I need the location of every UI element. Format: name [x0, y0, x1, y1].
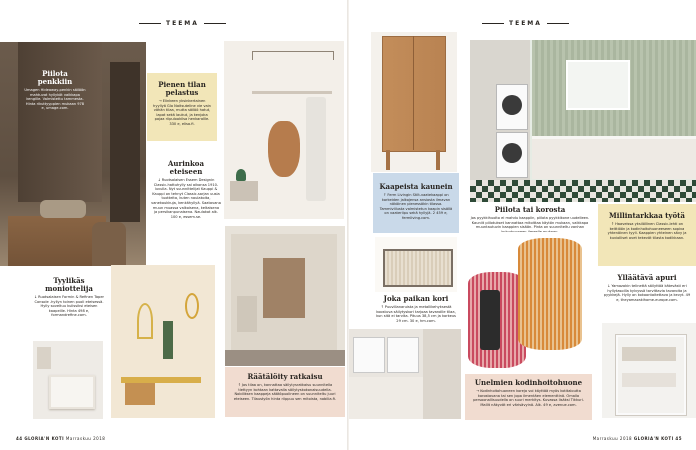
photo-towels — [622, 373, 676, 387]
photo-counter-cabinets — [532, 136, 696, 179]
caption-nobilia — [225, 367, 345, 417]
caption-cabinet — [373, 173, 459, 233]
folio-left — [16, 436, 105, 441]
caption-cabinet-title: Kaapeista kaunein — [379, 182, 453, 191]
photo-blanket — [40, 200, 86, 218]
caption-bench — [24, 70, 86, 111]
caption-bench-text: Umagen Hideaway-penkin säilöön mahtuvat hyllyköt vaikkapa kengille. Valmistettu tammesta. Hinta rikuttyyppien mukaan 978 e, umage.com. — [24, 88, 86, 111]
caption-yamazaki — [602, 274, 692, 302]
caption-console-title: Tyylikäs moniottelija — [45, 276, 93, 293]
photo-wardrobe-interior — [263, 258, 305, 318]
caption-basket — [375, 295, 457, 323]
caption-yamazaki-title: Ylläätävä apuri — [617, 273, 677, 282]
photo-ring-hook — [185, 293, 199, 319]
photo-leather-bag — [268, 121, 300, 177]
photo-stool-band — [480, 290, 500, 350]
photo-white-coat — [306, 97, 326, 201]
photo-washer — [496, 132, 528, 178]
photo-cabinet-leg — [436, 150, 440, 170]
section-label-right: TEEMA — [509, 20, 542, 27]
photo-dryer-door — [502, 95, 522, 115]
photo-washer-2 — [387, 337, 419, 373]
folio-right-mag: GLORIA'N KOTI — [633, 436, 674, 441]
folio-left-mag: GLORIA'N KOTI — [24, 436, 65, 441]
photo-plant — [236, 169, 246, 181]
caption-nobilia-text: ↑ Jos tilaa on, kannattaa säilytysratkaisu suunnitella tiettyyn kohtaan kattavalla säilytyskokonaisuudella. Nobiliksen kaappeja säätöpuolineen on suunniteltu juuri eteiseen. Tilaustyön hinta riippuu sen mitoista, nobilia.fi. — [233, 383, 337, 401]
photo-rope-basket — [375, 237, 457, 292]
folio-right-number: 45 — [675, 436, 682, 441]
photo-cabinet-body — [382, 36, 446, 152]
photo-dryer-2 — [353, 337, 385, 373]
photo-console — [49, 375, 95, 409]
photo-basket — [125, 383, 155, 405]
section-label-left: TEEMA — [166, 20, 199, 27]
caption-bench-title: Piilota penkkiin — [37, 69, 73, 86]
caption-basket-title: Joka paikan kori — [383, 294, 449, 303]
photo-mirror — [137, 303, 153, 339]
caption-essem — [151, 160, 221, 219]
caption-cabinet-text: ↑ Ferm Livingin Stilt-vaatekaappi on korkeiden jalkojensa ansiosta ilmavan näköinen pienessäkin tilassa. Tammiviilusta valmistetun kaapin sisällä on vaateriipu sekä hyllyjä. 2 459 e, fermliving.com. — [379, 193, 453, 220]
photo-base-cabinets — [349, 377, 423, 419]
photo-washer-door — [502, 143, 522, 163]
folio-left-issue: Marraskuu 2018 — [65, 436, 106, 441]
photo-laundry-room — [470, 40, 696, 202]
caption-classic — [598, 204, 696, 266]
photo-console-shelf — [33, 341, 103, 419]
photo-white-kitchen — [349, 329, 461, 419]
photo-wall-rack — [224, 41, 344, 219]
caption-dream-laundry-text: → Kodinhoitohuoneen koreja voi käyttää myös kotitaloutta korostavana tai sen jopa ilmentäen elementtinä. Omalla persoonallisuudella on suuri merkitys. Kuvassa lisäksi Tikkuri. Mallit näkyvät eri värisävyinä. Alk. 49 e, avenue.com. — [473, 389, 584, 407]
photo-books — [230, 181, 258, 201]
photo-checker-floor — [470, 180, 696, 202]
caption-essem-title: Aurinkoa eteiseen — [167, 159, 204, 176]
photo-wardrobe-system — [225, 226, 345, 366]
photo-tall-cabinet-2 — [423, 329, 461, 419]
photo-orange-stool — [518, 238, 582, 350]
folio-right — [593, 436, 682, 441]
photo-towels — [622, 347, 676, 361]
photo-bag — [92, 222, 126, 266]
photo-rack-frame — [252, 51, 334, 60]
caption-classic-title: Millintarkkaa työtä — [609, 211, 685, 220]
photo-stilt-cabinet — [371, 32, 457, 172]
caption-essem-text: ↓ Ruotsalaisen Essem Designin Classic-hattuhylly sai aikonsa 1910-luvulla. Nyt suunnittelijat Kauppi & Kauppi on tehnyt Classic-sarjan uusia tuotteita, kuten naulakoita, vanekoukkuja, kenkähyllyä. Saatavana muun muassa valkoisena, keltaisena ja persikanpunaisena. Naulakot alk. 100 e, essem.se. — [151, 178, 221, 219]
photo-towel-rack — [602, 323, 696, 418]
caption-rack-text: → Elinkeen yksinkertainen hyyllyä Glo Naitsuteline vie vain vähän tilaa, mutta säilöö hatut, lapat sekä laukut, ja kenjoka pajaa riipulookilsa henkarallle. 330 e, elisa.fi. — [153, 99, 211, 126]
caption-rack-title: Pienen tilan pelastus — [158, 80, 206, 97]
caption-yamazaki-text: ↓ Yamazakin telinettä säilyttää kätevästi eri hyllytasoilla kylvyssä tarvittavia tavaroita ja pyykkejä. Hylly on kokoontaitettava ja kevyt. 49 e, theyamazakihome-europe.com. — [603, 284, 691, 302]
photo-wardrobe-floor — [225, 350, 345, 366]
caption-laundry-title: Piilota tai korosta — [494, 205, 566, 214]
photo-cabinet-leg — [386, 150, 390, 170]
photo-cabinet-split — [413, 36, 414, 150]
photo-wall-panel — [18, 42, 102, 202]
photo-drawer — [237, 296, 257, 332]
caption-console — [33, 277, 105, 318]
photo-frame — [37, 347, 51, 369]
caption-basket-text: ↑ Puuvillanaruista ja metallikehyksestä koostuva säilytyskori tarjoaa tavaroille tilaa, kun sitä ei tarvita. Pituus 38,5 cm ja korkeus 29 cm. 30 e, hm.com. — [376, 305, 456, 323]
photo-doorway — [110, 62, 140, 222]
photo-window — [566, 60, 630, 110]
caption-laundry — [470, 206, 590, 234]
photo-green-coat — [163, 321, 173, 359]
folio-left-number: 44 — [16, 436, 23, 441]
caption-classic-text: ↑ Haaveissa yksilöllinen Classic-lehti on keittiöön ja kodinhoitohuoneeseen sopiva yhtenäinen tyyli. Kaappien yhteinen sävy ja kuviolliset ovet tekevät tilasta kodikkaan. — [607, 222, 687, 240]
caption-nobilia-title: Räätälöity ratkaisu — [247, 372, 323, 381]
photo-basket-body — [383, 249, 453, 287]
folio-right-issue: Marraskuu 2018 — [592, 436, 633, 441]
photo-dryer — [496, 84, 528, 130]
caption-dream-laundry-title: Unelmien kodinhoitohuone — [474, 378, 583, 387]
caption-laundry-text: Jos pyykkihuolto ei mahdu kaappiin, piilota pyykkikone uudelleen. Kauniit piilotukset kannattaa mitoittaa käytön mukaan, vaikkapa muuntautuvin kaappien sisään. Pinta on suunniteltu vanhan — [470, 216, 590, 230]
caption-console-text: ↓ Ruotsalaisen Formin & Refinen Taper Console -hyllyn toinen puoli eteisessä. Hylly soveltuu kulissiksi eteisen kaapeille. Hinta 498 e, formandrefine.com. — [33, 295, 105, 318]
photo-yellow-hatrack — [111, 265, 215, 418]
photo-rack-rail — [252, 91, 332, 94]
photo-rope-stools — [462, 232, 590, 374]
caption-rack — [147, 73, 217, 141]
caption-dream-laundry — [465, 374, 592, 420]
